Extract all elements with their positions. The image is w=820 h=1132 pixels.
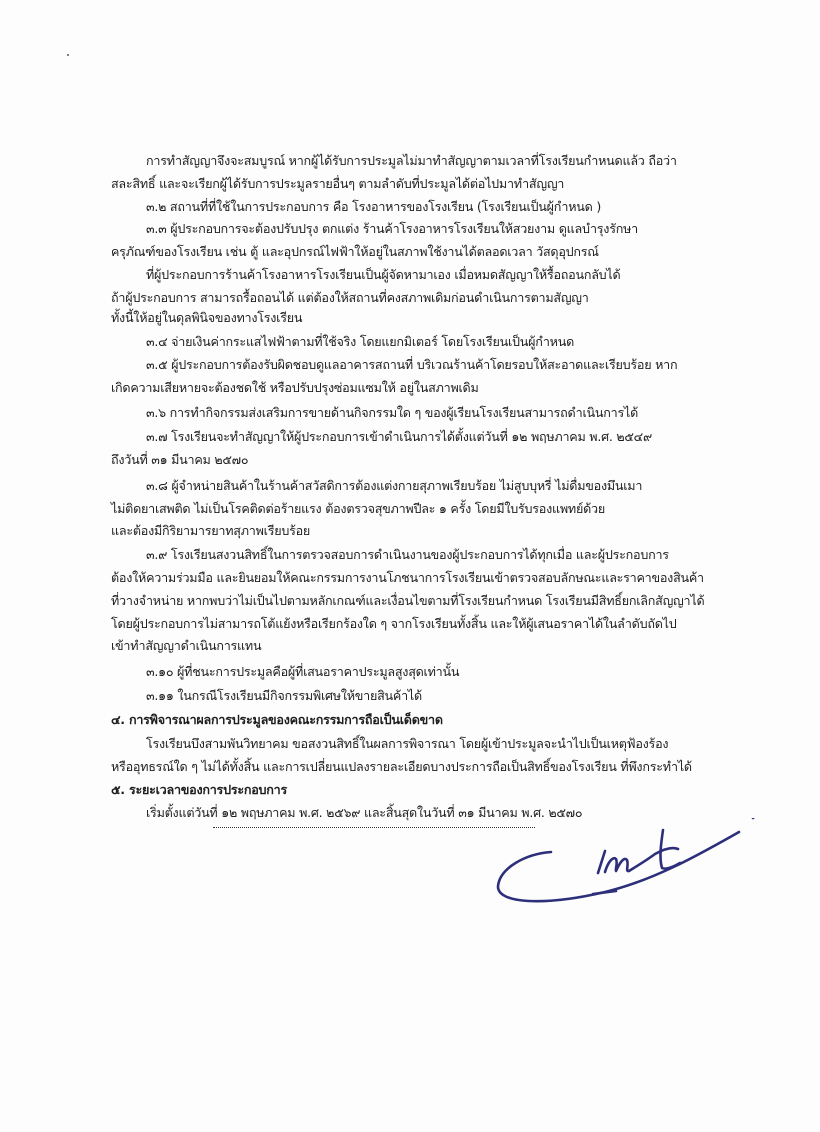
- text-line: โรงเรียนบึงสามพันวิทยาคม ขอสงวนสิทธิ์ในผลการพิจารณา โดยผู้เข้าประมูลจะนำไปเป็นเหตุฟ้องร้อง: [146, 736, 669, 751]
- text-line: ๓.๗ โรงเรียนจะทำสัญญาให้ผู้ประกอบการเข้าดำเนินการได้ตั้งแต่วันที่ ๑๒ พฤษภาคม พ.ศ. ๒๕๔๙: [146, 429, 652, 444]
- text-line: การทำสัญญาจึงจะสมบูรณ์ หากผู้ได้รับการประมูลไม่มาทำสัญญาตามเวลาที่โรงเรียนกำหนดแล้ว ถือว่า: [146, 153, 677, 168]
- text-line: ทั้งนี้ให้อยู่ในดุลพินิจของทางโรงเรียน: [111, 310, 303, 325]
- section-heading: ๕. ระยะเวลาของการประกอบการ: [111, 782, 287, 797]
- text-line: ๓.๘ ผู้จำหน่ายสินค้าในร้านค้าสวัสดิการต้องแต่งกายสุภาพเรียบร้อย ไม่สูบบุหรี่ ไม่ดื่มของมึนเมา: [146, 478, 643, 493]
- scan-speck: [67, 54, 69, 56]
- text-line: ไม่ติดยาเสพติด ไม่เป็นโรคติดต่อร้ายแรง ต้องตรวจสุขภาพปีละ ๑ ครั้ง โดยมีใบรับรองแพทย์ด้วย: [111, 501, 605, 516]
- text-line: ๓.๑๐ ผู้ที่ชนะการประมูลคือผู้ที่เสนอราคาประมูลสูงสุดเท่านั้น: [146, 664, 460, 679]
- text-line: หรืออุทธรณ์ใด ๆ ไม่ได้ทั้งสิ้น และการเปลี่ยนแปลงรายละเอียดบางประการถือเป็นสิทธิ์ของโรงเรียน ที่พึงกระทำได้: [111, 759, 692, 774]
- text-line: ๓.๙ โรงเรียนสงวนสิทธิ์ในการตรวจสอบการดำเนินงานของผู้ประกอบการได้ทุกเมื่อ และผู้ประกอบการ: [146, 547, 669, 562]
- text-line: เข้าทำสัญญาดำเนินการแทน: [111, 638, 262, 653]
- text-line: ๓.๑๑ ในกรณีโรงเรียนมีกิจกรรมพิเศษให้ขายสินค้าได้: [146, 688, 422, 703]
- text-line: ๓.๖ การทำกิจกรรมส่งเสริมการขายด้านกิจกรรมใด ๆ ของผู้เรียนโรงเรียนสามารถดำเนินการได้: [146, 405, 638, 420]
- text-line: และต้องมีกิริยามารยาทสุภาพเรียบร้อย: [111, 523, 311, 538]
- text-line: ถ้าผู้ประกอบการ สามารถรื้อถอนได้ แต่ต้องให้สถานที่คงสภาพเดิมก่อนดำเนินการตามสัญญา: [111, 290, 589, 305]
- signature-dotted-line: [213, 827, 535, 828]
- text-line: ถึงวันที่ ๓๑ มีนาคม ๒๕๗๐: [111, 452, 249, 467]
- text-line: เกิดความเสียหายจะต้องชดใช้ หรือปรับปรุงซ่อมแซมให้ อยู่ในสภาพเดิม: [111, 380, 479, 395]
- text-line: ๓.๒ สถานที่ที่ใช้ในการประกอบการ คือ โรงอาหารของโรงเรียน (โรงเรียนเป็นผู้กำหนด ): [146, 199, 601, 214]
- text-line: ๓.๕ ผู้ประกอบการต้องรับผิดชอบดูแลอาคารสถานที่ บริเวณร้านค้าโดยรอบให้สะอาดและเรียบร้อย หาก: [146, 357, 678, 372]
- handwritten-signature: [495, 818, 760, 918]
- text-line: ๓.๔ จ่ายเงินค่ากระแสไฟฟ้าตามที่ใช้จริง โดยแยกมิเตอร์ โดยโรงเรียนเป็นผู้กำหนด: [146, 334, 575, 349]
- section-heading: ๔. การพิจารณาผลการประมูลของคณะกรรมการถือเป็นเด็ดขาด: [111, 712, 443, 727]
- text-line: ที่วางจำหน่าย หากพบว่าไม่เป็นไปตามหลักเกณฑ์และเงื่อนไขตามที่โรงเรียนกำหนด โรงเรียนมีสิทธิ์ยกเลิกสัญญาได้: [111, 593, 705, 608]
- text-line: เริ่มตั้งแต่วันที่ ๑๒ พฤษภาคม พ.ศ. ๒๕๖๙ และสิ้นสุดในวันที่ ๓๑ มีนาคม พ.ศ. ๒๕๗๐: [146, 805, 583, 820]
- text-line: ๓.๓ ผู้ประกอบการจะต้องปรับปรุง ตกแต่ง ร้านค้าโรงอาหารโรงเรียนให้สวยงาม ดูแลบำรุงรักษา: [146, 221, 638, 236]
- text-line: โดยผู้ประกอบการไม่สามารถโต้แย้งหรือเรียกร้องใด ๆ จากโรงเรียนทั้งสิ้น และให้ผู้เสนอราคาได้ในลำดับถัดไป: [111, 616, 677, 631]
- text-line: ที่ผู้ประกอบการร้านค้าโรงอาหารโรงเรียนเป็นผู้จัดหามาเอง เมื่อหมดสัญญาให้รื้อถอนกลับได้: [146, 267, 621, 282]
- text-line: ครุภัณฑ์ของโรงเรียน เช่น ตู้ และอุปกรณ์ไฟฟ้าให้อยู่ในสภาพใช้งานได้ตลอดเวลา วัสดุอุปกรณ์: [111, 244, 599, 259]
- text-line: ต้องให้ความร่วมมือ และยินยอมให้คณะกรรมการงานโภชนาการโรงเรียนเข้าตรวจสอบลักษณะและราคาของสินค้า: [111, 570, 704, 585]
- text-line: สละสิทธิ์ และจะเรียกผู้ได้รับการประมูลรายอื่นๆ ตามลำดับที่ประมูลได้ต่อไปมาทำสัญญา: [111, 176, 565, 191]
